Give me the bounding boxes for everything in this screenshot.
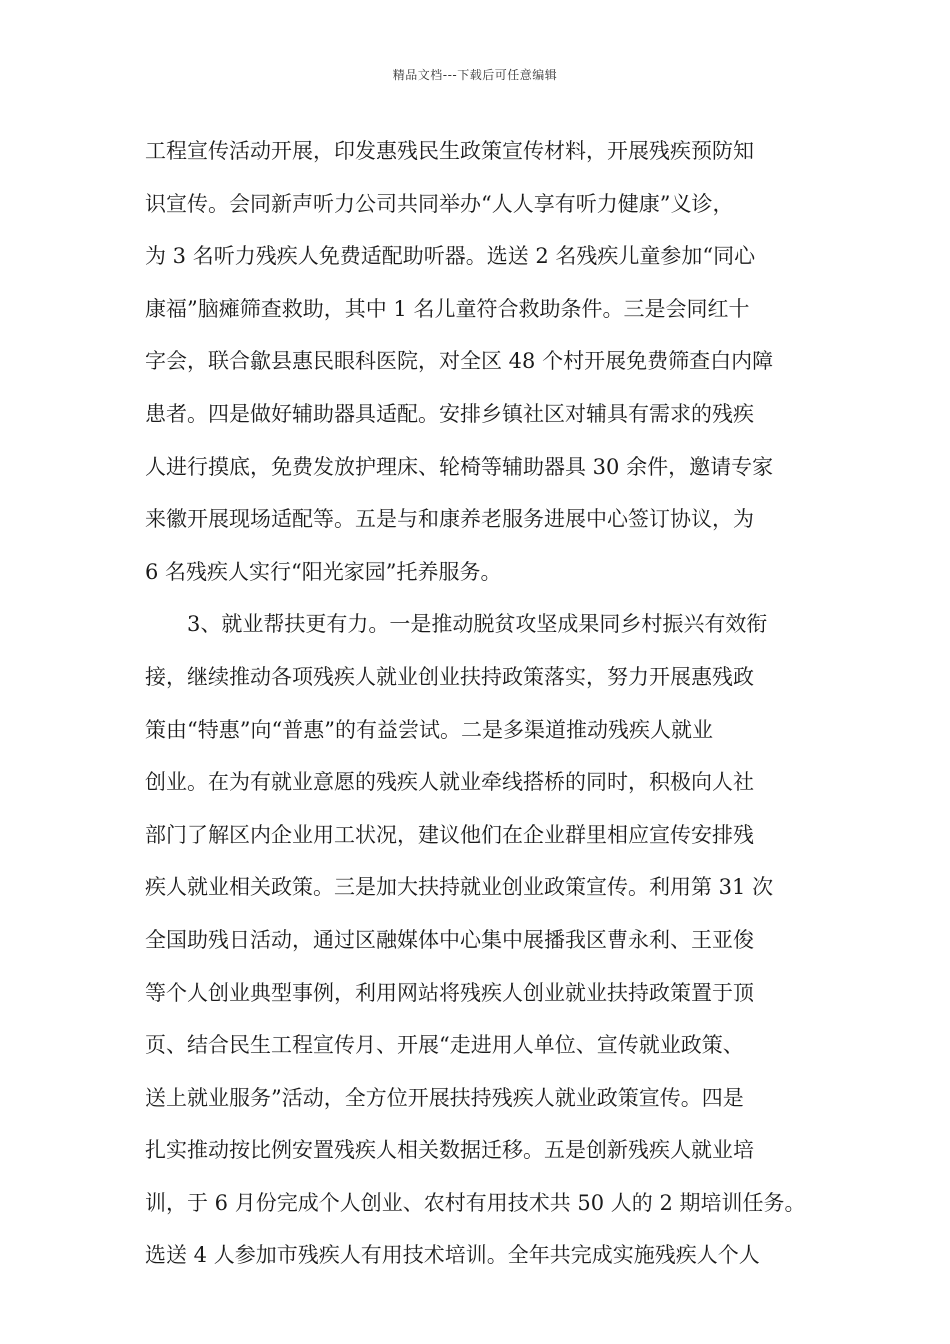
text-line: 字会，联合歙县惠民眼科医院，对全区 48 个村开展免费筛查白内障 (145, 349, 774, 374)
text-line: 部门了解区内企业用工状况，建议他们在企业群里相应宣传安排残 (145, 822, 754, 847)
text-line: 为 3 名听力残疾人免费适配助听器。选送 2 名残疾儿童参加“同心 (145, 244, 756, 269)
text-line: 送上就业服务”活动，全方位开展扶持残疾人就业政策宣传。四是 (145, 1085, 744, 1110)
text-line: 页、结合民生工程宣传月、开展“走进用人单位、宣传就业政策、 (145, 1033, 744, 1058)
text-line: 训，于 6 月份完成个人创业、农村有用技术共 50 人的 2 期培训任务。 (145, 1190, 806, 1215)
page-header: 精品文档---下载后可任意编辑 (392, 68, 558, 82)
text-line: 康福”脑瘫筛查救助，其中 1 名儿童符合救助条件。三是会同红十 (145, 296, 750, 321)
text-line: 扎实推动按比例安置残疾人相关数据迁移。五是创新残疾人就业培 (145, 1138, 754, 1163)
text-line: 人进行摸底，免费发放护理床、轮椅等辅助器具 30 余件，邀请专家 (145, 454, 774, 479)
text-line: 疾人就业相关政策。三是加大扶持就业创业政策宣传。利用第 31 次 (145, 875, 774, 900)
document-body (145, 125, 815, 1282)
text-line: 识宣传。会同新声听力公司共同举办“人人享有听力健康”义诊， (145, 191, 734, 216)
text-line: 策由“特惠”向“普惠”的有益尝试。二是多渠道推动残疾人就业 (145, 717, 713, 742)
text-line: 全国助残日活动，通过区融媒体中心集中展播我区曹永利、王亚俊 (145, 927, 754, 952)
text-line: 工程宣传活动开展，印发惠残民生政策宣传材料，开展残疾预防知 (145, 139, 754, 163)
text-line: 创业。在为有就业意愿的残疾人就业牵线搭桥的同时，积极向人社 (145, 770, 754, 795)
text-line: 接，继续推动各项残疾人就业创业扶持政策落实，努力开展惠残政 (145, 664, 754, 689)
text-line: 选送 4 人参加市残疾人有用技术培训。全年共完成实施残疾人个人 (145, 1243, 760, 1268)
text-line: 来徽开展现场适配等。五是与和康养老服务进展中心签订协议，为 (145, 507, 754, 532)
text-line: 3、就业帮扶更有力。一是推动脱贫攻坚成果同乡村振兴有效衔 (187, 612, 768, 637)
text-line: 等个人创业典型事例，利用网站将残疾人创业就业扶持政策置于顶 (145, 980, 754, 1005)
text-line: 患者。四是做好辅助器具适配。安排乡镇社区对辅具有需求的残疾 (145, 401, 754, 426)
text-line: 6 名残疾人实行“阳光家园”托养服务。 (145, 559, 502, 584)
